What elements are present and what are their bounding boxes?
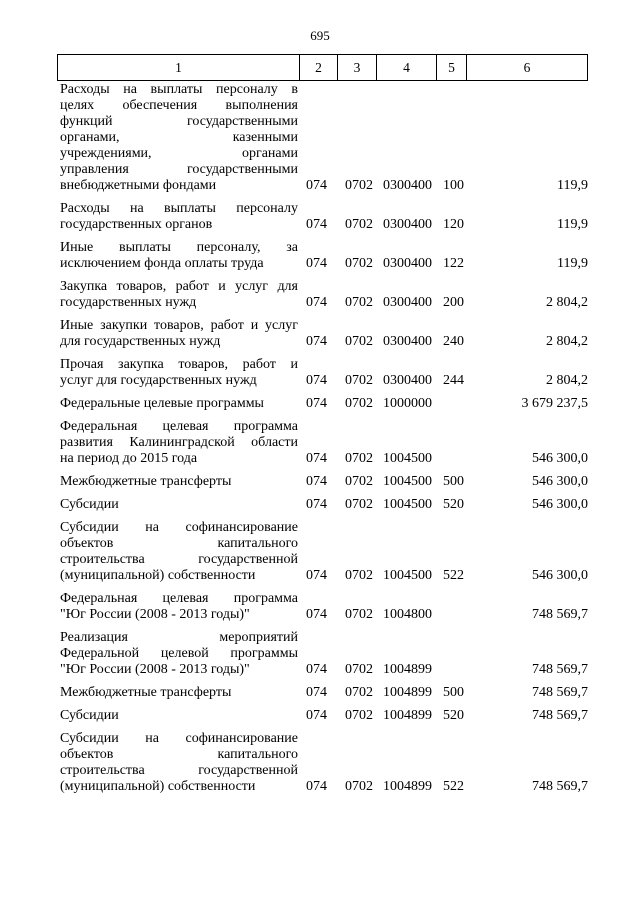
amount-value: 748 569,7 [532, 708, 588, 723]
column-header-1: 1 [58, 55, 300, 81]
expense-type-code: 100 [443, 178, 464, 193]
ministry-code: 074 [306, 708, 327, 723]
target-article-code: 1004500 [383, 451, 432, 466]
expense-type-code: 500 [443, 685, 464, 700]
table-row [60, 419, 588, 467]
row-label [60, 279, 298, 311]
row-label-line: услуг для государственных нужд [60, 373, 257, 388]
target-article-code: 1004500 [383, 474, 432, 489]
ministry-code: 074 [306, 178, 327, 193]
expense-type-code: 122 [443, 256, 464, 271]
target-article-code: 1004899 [383, 685, 432, 700]
row-label [60, 201, 298, 233]
ministry-code: 074 [306, 568, 327, 583]
table-row [60, 82, 588, 194]
page-number: 695 [310, 28, 330, 43]
expense-type-code: 200 [443, 295, 464, 310]
column-header-6: 6 [467, 55, 588, 81]
amount-value: 546 300,0 [532, 451, 588, 466]
table-row [60, 357, 588, 389]
row-label [60, 685, 298, 701]
table-row [60, 708, 588, 724]
row-label-line: государственных нужд [60, 295, 197, 310]
expense-type-code: 240 [443, 334, 464, 349]
row-label-line: "Юг России (2008 - 2013 годы)" [60, 662, 250, 677]
row-label [60, 82, 298, 194]
row-label-line: объектов капитального [60, 747, 298, 762]
target-article-code: 0300400 [383, 373, 432, 388]
row-label-line: объектов капитального [60, 536, 298, 551]
ministry-code: 074 [306, 334, 327, 349]
row-label-line: Реализация мероприятий [60, 630, 298, 645]
section-code: 0702 [345, 256, 373, 271]
row-label [60, 240, 298, 272]
target-article-code: 1004899 [383, 662, 432, 677]
expense-type-code: 522 [443, 568, 464, 583]
budget-rows [60, 82, 588, 802]
row-label-line: Федеральная целевая программа [60, 591, 298, 606]
amount-value: 748 569,7 [532, 779, 588, 794]
section-code: 0702 [345, 607, 373, 622]
amount-value: 546 300,0 [532, 474, 588, 489]
ministry-code: 074 [306, 217, 327, 232]
target-article-code: 1004800 [383, 607, 432, 622]
amount-value: 119,9 [557, 256, 588, 271]
row-label-line: на период до 2015 года [60, 451, 198, 466]
target-article-code: 0300400 [383, 334, 432, 349]
row-label-line: управления государственными [60, 162, 298, 177]
row-label-line: Иные выплаты персоналу, за [60, 240, 298, 255]
ministry-code: 074 [306, 685, 327, 700]
column-header-4: 4 [377, 55, 437, 81]
row-label-line: развития Калининградской области [60, 435, 298, 450]
amount-value: 748 569,7 [532, 607, 588, 622]
row-label-line: Субсидии на софинансирование [60, 731, 298, 746]
row-label-line: "Юг России (2008 - 2013 годы)" [60, 607, 250, 622]
section-code: 0702 [345, 178, 373, 193]
column-header-row [58, 55, 588, 81]
table-row [60, 685, 588, 701]
amount-value: 2 804,2 [546, 373, 588, 388]
amount-value: 119,9 [557, 178, 588, 193]
row-label [60, 520, 298, 584]
ministry-code: 074 [306, 497, 327, 512]
row-label [60, 630, 298, 678]
target-article-code: 1004899 [383, 779, 432, 794]
row-label-line: целях обеспечения выполнения [60, 98, 298, 113]
amount-value: 748 569,7 [532, 662, 588, 677]
ministry-code: 074 [306, 256, 327, 271]
table-row [60, 201, 588, 233]
row-label [60, 318, 298, 350]
amount-value: 748 569,7 [532, 685, 588, 700]
ministry-code: 074 [306, 396, 327, 411]
row-label-line: Расходы на выплаты персоналу [60, 201, 298, 216]
section-code: 0702 [345, 685, 373, 700]
section-code: 0702 [345, 662, 373, 677]
section-code: 0702 [345, 396, 373, 411]
table-row [60, 497, 588, 513]
target-article-code: 0300400 [383, 295, 432, 310]
row-label-line: Расходы на выплаты персоналу в [60, 82, 298, 97]
row-label-line: Прочая закупка товаров, работ и [60, 357, 298, 372]
table-row [60, 520, 588, 584]
expense-type-code: 520 [443, 497, 464, 512]
target-article-code: 0300400 [383, 178, 432, 193]
row-label-line: органами, казенными [60, 130, 298, 145]
row-label-line: Закупка товаров, работ и услуг для [60, 279, 298, 294]
section-code: 0702 [345, 295, 373, 310]
section-code: 0702 [345, 451, 373, 466]
amount-value: 2 804,2 [546, 334, 588, 349]
section-code: 0702 [345, 373, 373, 388]
row-label-line: Иные закупки товаров, работ и услуг [60, 318, 298, 333]
row-label [60, 497, 298, 513]
column-header-2: 2 [300, 55, 338, 81]
row-label-line: Субсидии на софинансирование [60, 520, 298, 535]
row-label [60, 731, 298, 795]
row-label-line: Субсидии [60, 497, 119, 512]
target-article-code: 1004500 [383, 568, 432, 583]
row-label [60, 357, 298, 389]
row-label-line: (муниципальной) собственности [60, 568, 256, 583]
amount-value: 119,9 [557, 217, 588, 232]
table-row [60, 396, 588, 412]
ministry-code: 074 [306, 779, 327, 794]
ministry-code: 074 [306, 474, 327, 489]
section-code: 0702 [345, 497, 373, 512]
expense-type-code: 120 [443, 217, 464, 232]
row-label [60, 591, 298, 623]
row-label [60, 708, 298, 724]
row-label-line: строительства государственной [60, 552, 298, 567]
row-label [60, 419, 298, 467]
row-label-line: функций государственными [60, 114, 298, 129]
amount-value: 3 679 237,5 [521, 396, 588, 411]
row-label-line: строительства государственной [60, 763, 298, 778]
section-code: 0702 [345, 334, 373, 349]
row-label [60, 396, 298, 412]
section-code: 0702 [345, 779, 373, 794]
row-label-line: исключением фонда оплаты труда [60, 256, 264, 271]
ministry-code: 074 [306, 451, 327, 466]
table-row [60, 731, 588, 795]
table-row [60, 240, 588, 272]
row-label-line: (муниципальной) собственности [60, 779, 256, 794]
ministry-code: 074 [306, 295, 327, 310]
expense-type-code: 500 [443, 474, 464, 489]
row-label-line: Межбюджетные трансферты [60, 474, 232, 489]
row-label-line: Федеральные целевые программы [60, 396, 264, 411]
row-label-line: Субсидии [60, 708, 119, 723]
target-article-code: 0300400 [383, 217, 432, 232]
section-code: 0702 [345, 474, 373, 489]
ministry-code: 074 [306, 373, 327, 388]
column-header-table [57, 54, 588, 81]
column-header-3: 3 [338, 55, 377, 81]
row-label-line: внебюджетными фондами [60, 178, 217, 193]
table-row [60, 279, 588, 311]
expense-type-code: 522 [443, 779, 464, 794]
ministry-code: 074 [306, 662, 327, 677]
section-code: 0702 [345, 708, 373, 723]
amount-value: 546 300,0 [532, 568, 588, 583]
row-label [60, 474, 298, 490]
target-article-code: 1000000 [383, 396, 432, 411]
ministry-code: 074 [306, 607, 327, 622]
row-label-line: государственных органов [60, 217, 213, 232]
column-header-5: 5 [437, 55, 467, 81]
row-label-line: Федеральной целевой программы [60, 646, 298, 661]
table-row [60, 474, 588, 490]
amount-value: 2 804,2 [546, 295, 588, 310]
target-article-code: 1004500 [383, 497, 432, 512]
row-label-line: Межбюджетные трансферты [60, 685, 232, 700]
row-label-line: Федеральная целевая программа [60, 419, 298, 434]
amount-value: 546 300,0 [532, 497, 588, 512]
table-row [60, 630, 588, 678]
target-article-code: 0300400 [383, 256, 432, 271]
table-row [60, 318, 588, 350]
row-label-line: для государственных нужд [60, 334, 221, 349]
section-code: 0702 [345, 217, 373, 232]
expense-type-code: 244 [443, 373, 464, 388]
target-article-code: 1004899 [383, 708, 432, 723]
section-code: 0702 [345, 568, 373, 583]
expense-type-code: 520 [443, 708, 464, 723]
row-label-line: учреждениями, органами [60, 146, 298, 161]
table-row [60, 591, 588, 623]
